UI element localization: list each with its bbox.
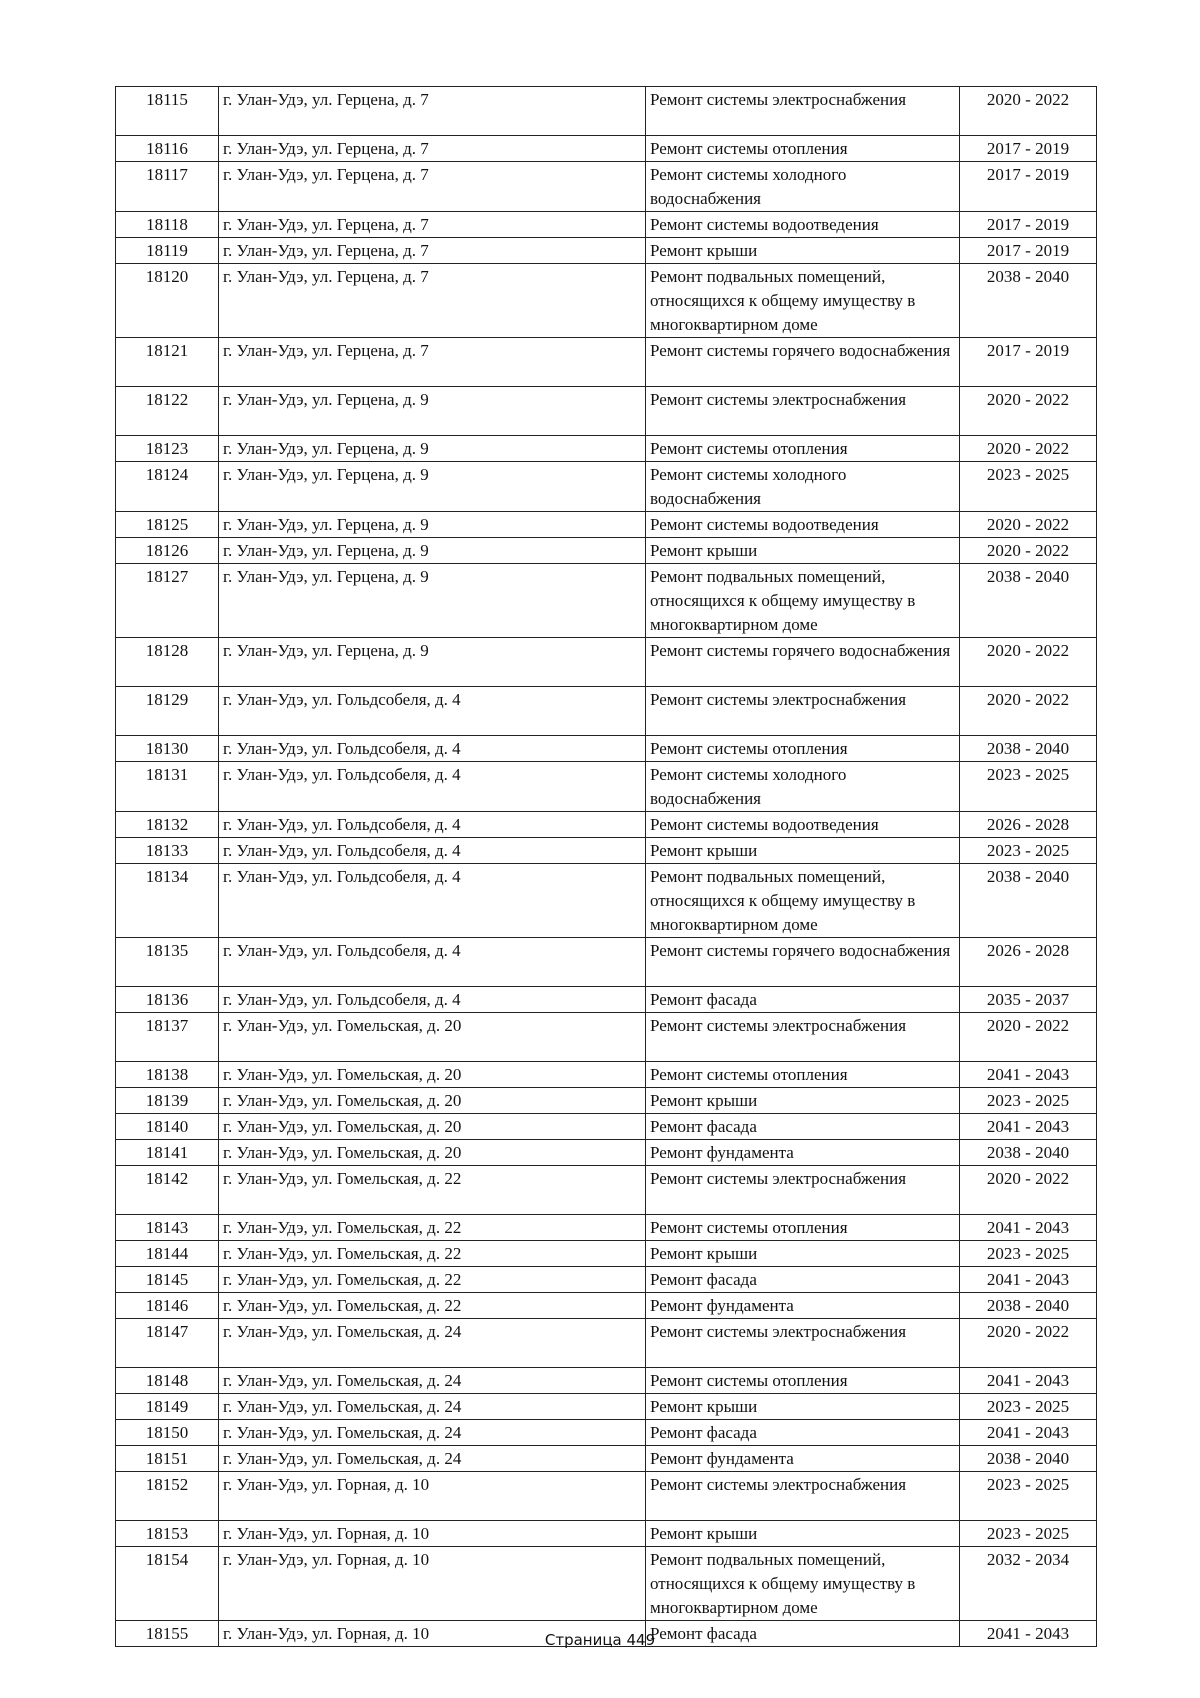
work-type-cell: Ремонт подвальных помещений, относящихся к общему имуществу в многоквартирном доме — [646, 1547, 960, 1621]
work-type-cell: Ремонт системы электроснабжения — [646, 1472, 960, 1521]
table-row — [116, 564, 1097, 638]
address-cell: г. Улан-Удэ, ул. Герцена, д. 9 — [219, 462, 646, 512]
row-id-cell: 18132 — [116, 812, 219, 838]
period-cell: 2041 - 2043 — [960, 1062, 1097, 1088]
address-cell: г. Улан-Удэ, ул. Гольдсобеля, д. 4 — [219, 864, 646, 938]
row-id-cell: 18133 — [116, 838, 219, 864]
row-id-cell: 18138 — [116, 1062, 219, 1088]
row-id-cell: 18126 — [116, 538, 219, 564]
row-id-cell: 18120 — [116, 264, 219, 338]
table-row — [116, 436, 1097, 462]
address-cell: г. Улан-Удэ, ул. Герцена, д. 9 — [219, 387, 646, 436]
period-cell: 2032 - 2034 — [960, 1547, 1097, 1621]
work-type-cell: Ремонт фундамента — [646, 1446, 960, 1472]
work-type-cell: Ремонт системы отопления — [646, 1368, 960, 1394]
row-id-cell: 18118 — [116, 212, 219, 238]
row-id-cell: 18151 — [116, 1446, 219, 1472]
page-number: Страница 449 — [544, 1631, 656, 1649]
work-type-cell: Ремонт системы отопления — [646, 1215, 960, 1241]
address-cell: г. Улан-Удэ, ул. Герцена, д. 9 — [219, 538, 646, 564]
row-id-cell: 18136 — [116, 987, 219, 1013]
address-cell: г. Улан-Удэ, ул. Гомельская, д. 20 — [219, 1062, 646, 1088]
table-row — [116, 987, 1097, 1013]
address-cell: г. Улан-Удэ, ул. Герцена, д. 7 — [219, 87, 646, 136]
period-cell: 2020 - 2022 — [960, 1013, 1097, 1062]
period-cell: 2041 - 2043 — [960, 1267, 1097, 1293]
period-cell: 2038 - 2040 — [960, 736, 1097, 762]
address-cell: г. Улан-Удэ, ул. Гомельская, д. 24 — [219, 1446, 646, 1472]
table-row — [116, 1319, 1097, 1368]
period-cell: 2041 - 2043 — [960, 1621, 1097, 1647]
period-cell: 2020 - 2022 — [960, 87, 1097, 136]
period-cell: 2020 - 2022 — [960, 512, 1097, 538]
period-cell: 2020 - 2022 — [960, 687, 1097, 736]
work-type-cell: Ремонт системы горячего водоснабжения — [646, 638, 960, 687]
table-row — [116, 162, 1097, 212]
row-id-cell: 18152 — [116, 1472, 219, 1521]
table-row — [116, 1088, 1097, 1114]
row-id-cell: 18155 — [116, 1621, 219, 1647]
table-row — [116, 512, 1097, 538]
work-type-cell: Ремонт фасада — [646, 987, 960, 1013]
period-cell: 2041 - 2043 — [960, 1215, 1097, 1241]
row-id-cell: 18117 — [116, 162, 219, 212]
row-id-cell: 18128 — [116, 638, 219, 687]
address-cell: г. Улан-Удэ, ул. Гомельская, д. 24 — [219, 1368, 646, 1394]
address-cell: г. Улан-Удэ, ул. Горная, д. 10 — [219, 1521, 646, 1547]
table-row — [116, 87, 1097, 136]
work-type-cell: Ремонт системы водоотведения — [646, 212, 960, 238]
work-type-cell: Ремонт системы отопления — [646, 436, 960, 462]
row-id-cell: 18130 — [116, 736, 219, 762]
period-cell: 2017 - 2019 — [960, 162, 1097, 212]
period-cell: 2041 - 2043 — [960, 1368, 1097, 1394]
table-row — [116, 1521, 1097, 1547]
work-type-cell: Ремонт фундамента — [646, 1140, 960, 1166]
table-row — [116, 687, 1097, 736]
work-type-cell: Ремонт системы горячего водоснабжения — [646, 338, 960, 387]
period-cell: 2023 - 2025 — [960, 1241, 1097, 1267]
address-cell: г. Улан-Удэ, ул. Гомельская, д. 20 — [219, 1013, 646, 1062]
row-id-cell: 18140 — [116, 1114, 219, 1140]
period-cell: 2017 - 2019 — [960, 212, 1097, 238]
work-type-cell: Ремонт фасада — [646, 1621, 960, 1647]
period-cell: 2038 - 2040 — [960, 1140, 1097, 1166]
table-row — [116, 1472, 1097, 1521]
table-row — [116, 736, 1097, 762]
row-id-cell: 18123 — [116, 436, 219, 462]
table-row — [116, 338, 1097, 387]
repair-schedule-table — [115, 86, 1097, 1647]
row-id-cell: 18129 — [116, 687, 219, 736]
address-cell: г. Улан-Удэ, ул. Гомельская, д. 24 — [219, 1319, 646, 1368]
row-id-cell: 18148 — [116, 1368, 219, 1394]
row-id-cell: 18134 — [116, 864, 219, 938]
address-cell: г. Улан-Удэ, ул. Герцена, д. 7 — [219, 162, 646, 212]
address-cell: г. Улан-Удэ, ул. Гольдсобеля, д. 4 — [219, 736, 646, 762]
address-cell: г. Улан-Удэ, ул. Герцена, д. 7 — [219, 136, 646, 162]
table-row — [116, 1420, 1097, 1446]
period-cell: 2020 - 2022 — [960, 638, 1097, 687]
work-type-cell: Ремонт подвальных помещений, относящихся к общему имуществу в многоквартирном доме — [646, 864, 960, 938]
address-cell: г. Улан-Удэ, ул. Герцена, д. 9 — [219, 564, 646, 638]
address-cell: г. Улан-Удэ, ул. Гомельская, д. 24 — [219, 1394, 646, 1420]
address-cell: г. Улан-Удэ, ул. Горная, д. 10 — [219, 1472, 646, 1521]
period-cell: 2038 - 2040 — [960, 864, 1097, 938]
address-cell: г. Улан-Удэ, ул. Гольдсобеля, д. 4 — [219, 938, 646, 987]
period-cell: 2026 - 2028 — [960, 812, 1097, 838]
work-type-cell: Ремонт крыши — [646, 238, 960, 264]
row-id-cell: 18144 — [116, 1241, 219, 1267]
work-type-cell: Ремонт фасада — [646, 1267, 960, 1293]
period-cell: 2038 - 2040 — [960, 1293, 1097, 1319]
period-cell: 2023 - 2025 — [960, 838, 1097, 864]
period-cell: 2023 - 2025 — [960, 1521, 1097, 1547]
row-id-cell: 18127 — [116, 564, 219, 638]
period-cell: 2017 - 2019 — [960, 238, 1097, 264]
work-type-cell: Ремонт системы водоотведения — [646, 812, 960, 838]
work-type-cell: Ремонт фасада — [646, 1114, 960, 1140]
table-row — [116, 1547, 1097, 1621]
row-id-cell: 18145 — [116, 1267, 219, 1293]
period-cell: 2023 - 2025 — [960, 462, 1097, 512]
row-id-cell: 18143 — [116, 1215, 219, 1241]
row-id-cell: 18139 — [116, 1088, 219, 1114]
table-row — [116, 1215, 1097, 1241]
row-id-cell: 18137 — [116, 1013, 219, 1062]
work-type-cell: Ремонт фасада — [646, 1420, 960, 1446]
table-row — [116, 462, 1097, 512]
address-cell: г. Улан-Удэ, ул. Гомельская, д. 22 — [219, 1267, 646, 1293]
period-cell: 2020 - 2022 — [960, 538, 1097, 564]
table-row — [116, 538, 1097, 564]
work-type-cell: Ремонт системы водоотведения — [646, 512, 960, 538]
period-cell: 2038 - 2040 — [960, 564, 1097, 638]
row-id-cell: 18119 — [116, 238, 219, 264]
period-cell: 2038 - 2040 — [960, 1446, 1097, 1472]
row-id-cell: 18122 — [116, 387, 219, 436]
row-id-cell: 18121 — [116, 338, 219, 387]
period-cell: 2023 - 2025 — [960, 1088, 1097, 1114]
address-cell: г. Улан-Удэ, ул. Герцена, д. 9 — [219, 638, 646, 687]
table-row — [116, 1241, 1097, 1267]
period-cell: 2020 - 2022 — [960, 436, 1097, 462]
row-id-cell: 18150 — [116, 1420, 219, 1446]
period-cell: 2035 - 2037 — [960, 987, 1097, 1013]
period-cell: 2020 - 2022 — [960, 387, 1097, 436]
table-row — [116, 1446, 1097, 1472]
period-cell: 2041 - 2043 — [960, 1420, 1097, 1446]
table-row — [116, 264, 1097, 338]
work-type-cell: Ремонт системы отопления — [646, 136, 960, 162]
table-row — [116, 1267, 1097, 1293]
address-cell: г. Улан-Удэ, ул. Гомельская, д. 22 — [219, 1293, 646, 1319]
table-row — [116, 1394, 1097, 1420]
row-id-cell: 18146 — [116, 1293, 219, 1319]
work-type-cell: Ремонт крыши — [646, 838, 960, 864]
address-cell: г. Улан-Удэ, ул. Гольдсобеля, д. 4 — [219, 687, 646, 736]
address-cell: г. Улан-Удэ, ул. Герцена, д. 9 — [219, 436, 646, 462]
address-cell: г. Улан-Удэ, ул. Гомельская, д. 20 — [219, 1140, 646, 1166]
address-cell: г. Улан-Удэ, ул. Гомельская, д. 22 — [219, 1215, 646, 1241]
address-cell: г. Улан-Удэ, ул. Гомельская, д. 20 — [219, 1088, 646, 1114]
work-type-cell: Ремонт системы горячего водоснабжения — [646, 938, 960, 987]
work-type-cell: Ремонт системы холодного водоснабжения — [646, 462, 960, 512]
table-row — [116, 812, 1097, 838]
table-row — [116, 864, 1097, 938]
table-row — [116, 1140, 1097, 1166]
work-type-cell: Ремонт системы электроснабжения — [646, 1013, 960, 1062]
address-cell: г. Улан-Удэ, ул. Гомельская, д. 22 — [219, 1241, 646, 1267]
work-type-cell: Ремонт системы электроснабжения — [646, 387, 960, 436]
work-type-cell: Ремонт подвальных помещений, относящихся к общему имуществу в многоквартирном доме — [646, 564, 960, 638]
table-body — [116, 87, 1097, 1647]
table-row — [116, 1368, 1097, 1394]
period-cell: 2023 - 2025 — [960, 1394, 1097, 1420]
table-row — [116, 1114, 1097, 1140]
address-cell: г. Улан-Удэ, ул. Гомельская, д. 22 — [219, 1166, 646, 1215]
address-cell: г. Улан-Удэ, ул. Гольдсобеля, д. 4 — [219, 987, 646, 1013]
work-type-cell: Ремонт системы холодного водоснабжения — [646, 162, 960, 212]
address-cell: г. Улан-Удэ, ул. Гольдсобеля, д. 4 — [219, 838, 646, 864]
period-cell: 2020 - 2022 — [960, 1319, 1097, 1368]
period-cell: 2017 - 2019 — [960, 136, 1097, 162]
period-cell: 2026 - 2028 — [960, 938, 1097, 987]
row-id-cell: 18141 — [116, 1140, 219, 1166]
table-row — [116, 387, 1097, 436]
period-cell: 2038 - 2040 — [960, 264, 1097, 338]
address-cell: г. Улан-Удэ, ул. Гомельская, д. 24 — [219, 1420, 646, 1446]
row-id-cell: 18149 — [116, 1394, 219, 1420]
address-cell: г. Улан-Удэ, ул. Герцена, д. 7 — [219, 338, 646, 387]
address-cell: г. Улан-Удэ, ул. Герцена, д. 9 — [219, 512, 646, 538]
table-row — [116, 1062, 1097, 1088]
row-id-cell: 18131 — [116, 762, 219, 812]
table-row — [116, 1293, 1097, 1319]
row-id-cell: 18125 — [116, 512, 219, 538]
address-cell: г. Улан-Удэ, ул. Горная, д. 10 — [219, 1547, 646, 1621]
row-id-cell: 18115 — [116, 87, 219, 136]
work-type-cell: Ремонт системы электроснабжения — [646, 687, 960, 736]
table-row — [116, 838, 1097, 864]
table-row — [116, 212, 1097, 238]
work-type-cell: Ремонт системы отопления — [646, 736, 960, 762]
row-id-cell: 18124 — [116, 462, 219, 512]
table-row — [116, 762, 1097, 812]
address-cell: г. Улан-Удэ, ул. Герцена, д. 7 — [219, 238, 646, 264]
address-cell: г. Улан-Удэ, ул. Герцена, д. 7 — [219, 212, 646, 238]
table-row — [116, 938, 1097, 987]
period-cell: 2020 - 2022 — [960, 1166, 1097, 1215]
row-id-cell: 18153 — [116, 1521, 219, 1547]
period-cell: 2017 - 2019 — [960, 338, 1097, 387]
table-row — [116, 1166, 1097, 1215]
table-row — [116, 638, 1097, 687]
work-type-cell: Ремонт крыши — [646, 538, 960, 564]
work-type-cell: Ремонт системы электроснабжения — [646, 1319, 960, 1368]
work-type-cell: Ремонт крыши — [646, 1521, 960, 1547]
work-type-cell: Ремонт подвальных помещений, относящихся к общему имуществу в многоквартирном доме — [646, 264, 960, 338]
work-type-cell: Ремонт крыши — [646, 1241, 960, 1267]
work-type-cell: Ремонт фундамента — [646, 1293, 960, 1319]
work-type-cell: Ремонт крыши — [646, 1394, 960, 1420]
period-cell: 2023 - 2025 — [960, 1472, 1097, 1521]
work-type-cell: Ремонт крыши — [646, 1088, 960, 1114]
work-type-cell: Ремонт системы отопления — [646, 1062, 960, 1088]
table-row — [116, 136, 1097, 162]
row-id-cell: 18147 — [116, 1319, 219, 1368]
address-cell: г. Улан-Удэ, ул. Герцена, д. 7 — [219, 264, 646, 338]
period-cell: 2023 - 2025 — [960, 762, 1097, 812]
address-cell: г. Улан-Удэ, ул. Гомельская, д. 20 — [219, 1114, 646, 1140]
work-type-cell: Ремонт системы холодного водоснабжения — [646, 762, 960, 812]
row-id-cell: 18116 — [116, 136, 219, 162]
work-type-cell: Ремонт системы электроснабжения — [646, 1166, 960, 1215]
address-cell: г. Улан-Удэ, ул. Гольдсобеля, д. 4 — [219, 812, 646, 838]
row-id-cell: 18135 — [116, 938, 219, 987]
table-row — [116, 1013, 1097, 1062]
address-cell: г. Улан-Удэ, ул. Горная, д. 10 — [219, 1621, 646, 1647]
table-row — [116, 238, 1097, 264]
work-type-cell: Ремонт системы электроснабжения — [646, 87, 960, 136]
row-id-cell: 18154 — [116, 1547, 219, 1621]
address-cell: г. Улан-Удэ, ул. Гольдсобеля, д. 4 — [219, 762, 646, 812]
row-id-cell: 18142 — [116, 1166, 219, 1215]
period-cell: 2041 - 2043 — [960, 1114, 1097, 1140]
